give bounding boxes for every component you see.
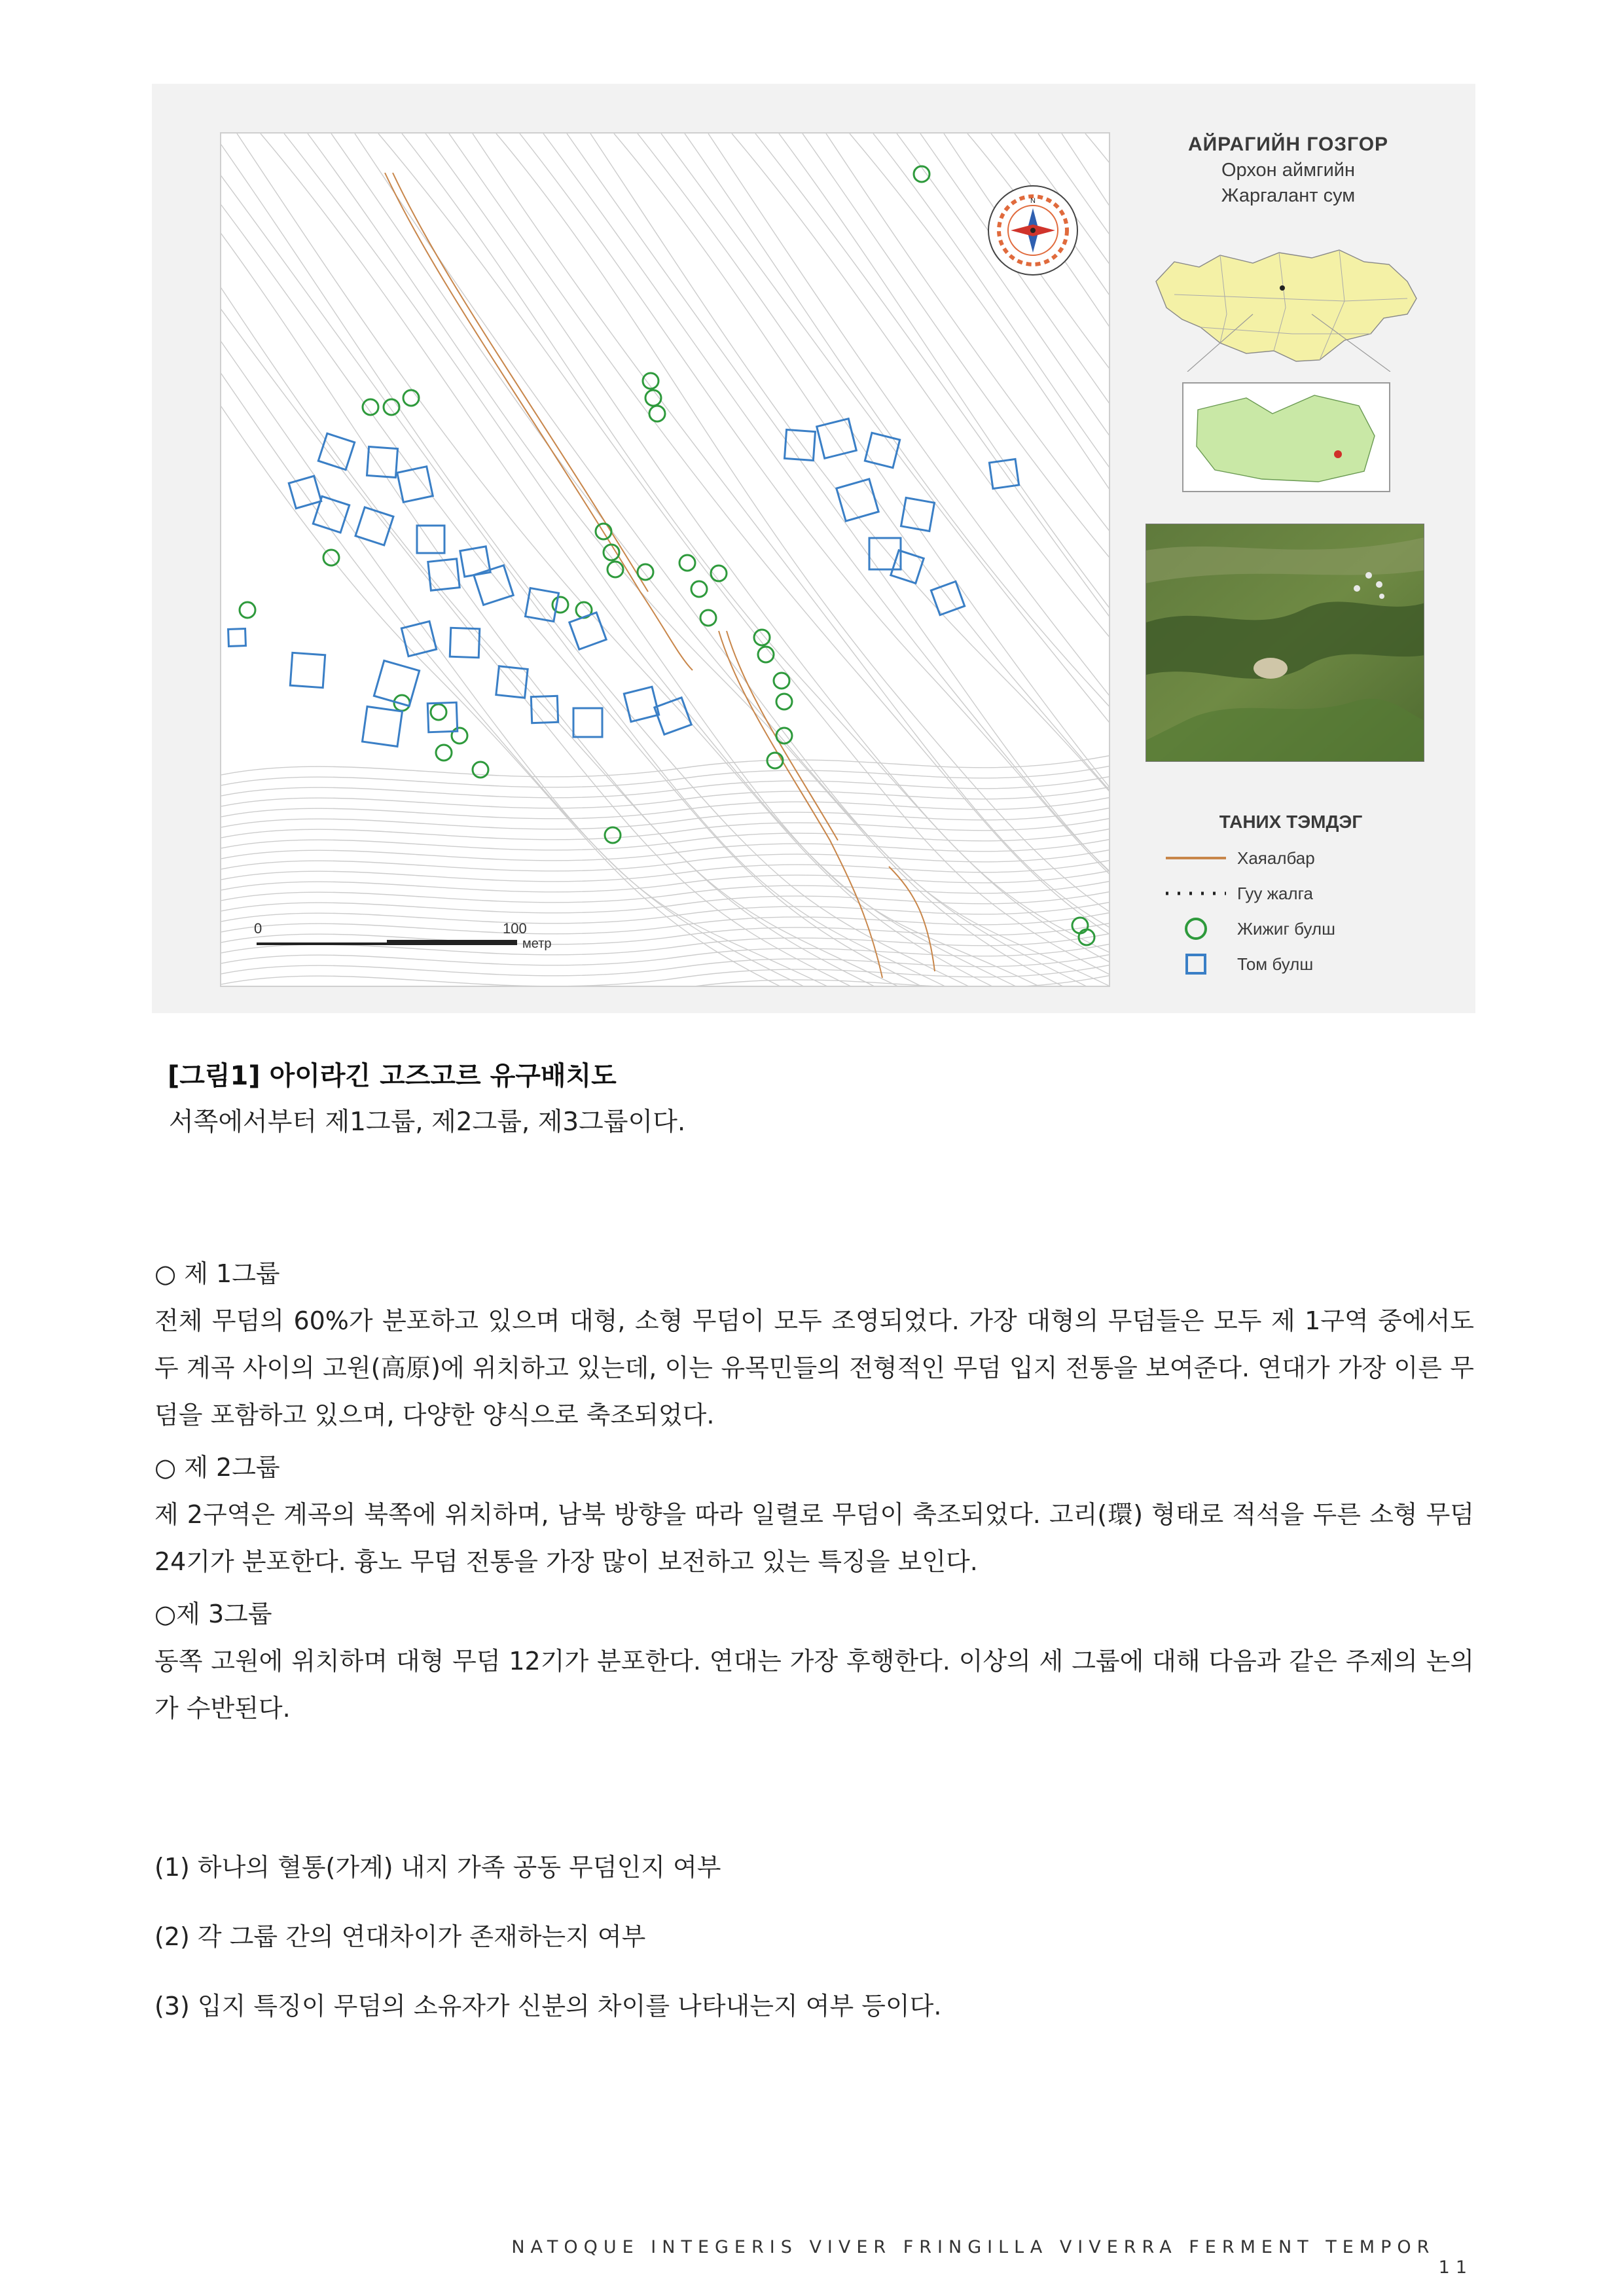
legend-label: Жижиг булш (1237, 918, 1335, 939)
legend-item-stream (1160, 840, 1422, 876)
caption-title: [그림1] 아이라긴 고즈고르 유구배치도 (168, 1061, 617, 1091)
page-footer (511, 2237, 1473, 2278)
site-map (220, 132, 1110, 987)
map-site-title (1144, 134, 1432, 207)
scale-unit-label: метр (522, 937, 552, 951)
legend-label: Гуу жалга (1237, 883, 1313, 903)
page-number: 11 (1438, 2257, 1473, 2278)
province-name: Орхон аймгийн (1221, 160, 1355, 181)
satellite-photo (1146, 524, 1424, 762)
district-locator-map (1182, 382, 1390, 492)
section-heading: ○ 제 1그룹 (154, 1259, 280, 1288)
scale-start-label: 0 (254, 920, 262, 937)
legend-item-gully (1160, 876, 1422, 911)
legend-label: Том булш (1237, 954, 1314, 974)
scale-bar (254, 920, 552, 951)
figure-panel (152, 84, 1475, 1013)
group-descriptions (154, 1249, 1474, 1732)
legend-title: ТАНИХ ТЭМДЭГ (1219, 812, 1363, 832)
site-map-drawing (221, 134, 1110, 987)
figure-caption (168, 1055, 685, 1138)
blue-square-icon (1160, 951, 1232, 977)
question-item: (1) 하나의 혈통(가계) 내지 가족 공동 무덤인지 여부 (154, 1853, 721, 1882)
section-heading: ○ 제 2그룹 (154, 1453, 280, 1482)
section-body: 동쪽 고원에 위치하며 대형 무덤 12기가 분포한다. 연대는 가장 후행한다. 이상의 세 그룹에 대해 다음과 같은 주제의 논의가 수반된다. (154, 1647, 1474, 1723)
scale-end-label: 100 (503, 920, 527, 937)
contour-lines (221, 134, 1110, 987)
section-body: 제 2구역은 계곡의 북쪽에 위치하며, 남북 방향을 따라 일렬로 무덤이 축조되었다. 고리(環) 형태로 적석을 두른 소형 무덤 24기가 분포한다. 흉노 무덤 전통을 가장 많이 보전하고 있는 특징을 보인다. (154, 1500, 1474, 1576)
section-heading: ○제 3그룹 (154, 1600, 272, 1628)
mongolia-locator-map (1148, 236, 1422, 372)
district-name: Жаргалант сум (1221, 185, 1356, 206)
dotted-line-icon (1160, 880, 1232, 906)
question-item: (3) 입지 특징이 무덤의 소유자가 신분의 차이를 나타내는지 여부 등이다. (154, 1992, 942, 2020)
caption-subtitle: 서쪽에서부터 제1그룹, 제2그룹, 제3그룹이다. (169, 1107, 686, 1137)
green-circle-icon (1160, 916, 1232, 942)
legend-item-small-tomb (1160, 911, 1422, 946)
legend-label: Хаяалбар (1237, 848, 1315, 868)
running-title: NATOQUE INTEGERIS VIVER FRINGILLA VIVERRA FERMENT TEMPOR (511, 2237, 1435, 2257)
compass-icon (988, 186, 1077, 275)
site-name: АЙРАГИЙН ГОЗГОР (1187, 134, 1389, 155)
legend-item-large-tomb (1160, 946, 1422, 982)
section-body: 전체 무덤의 60%가 분포하고 있으며 대형, 소형 무덤이 모두 조영되었다. 가장 대형의 무덤들은 모두 제 1구역 중에서도 두 계곡 사이의 고원(高原)에 위치하고 있는데, 이는 유목민들의 전형적인 무덤 입지 전통을 보여준다. 연대가 가장 이른 무덤을 포함하고 있으며, 다양한 양식으로 축조되었다. (154, 1306, 1474, 1429)
discussion-questions (154, 1833, 1474, 2041)
tomb-markers (228, 166, 1094, 945)
map-legend (1160, 812, 1422, 982)
compass-north-label: N (1030, 197, 1036, 205)
question-item: (2) 각 그룹 간의 연대차이가 존재하는지 여부 (154, 1922, 646, 1951)
stream-line-icon (1160, 845, 1232, 871)
